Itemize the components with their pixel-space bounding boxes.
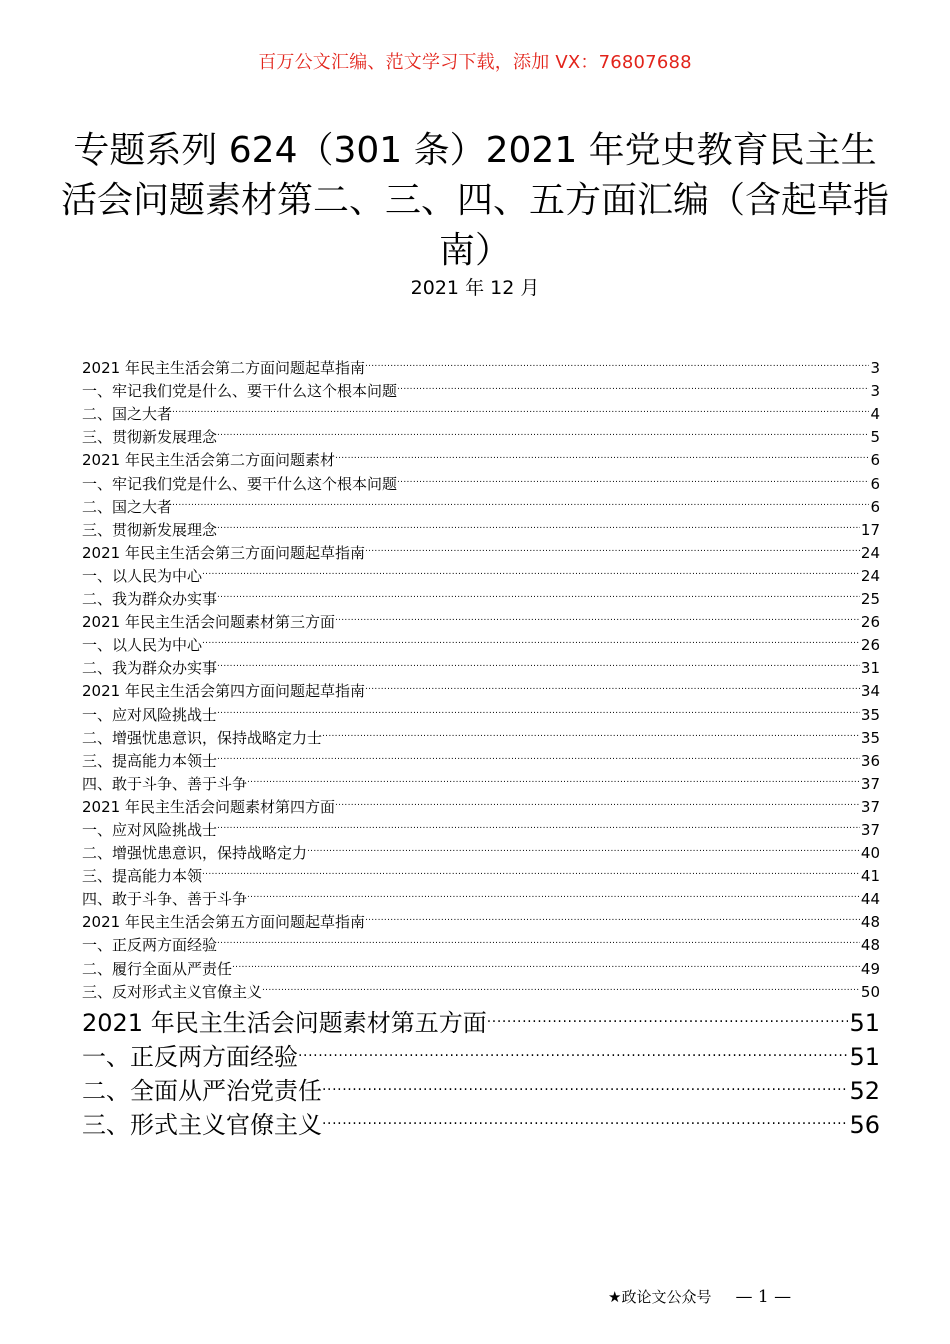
toc-entry-title: 三、反对形式主义官僚主义: [82, 982, 263, 1001]
toc-entry-title: 一、正反两方面经验: [82, 936, 218, 955]
toc-entry[interactable]: [82, 419, 880, 447]
toc-entry-title: 二、我为群众办实事: [82, 590, 218, 609]
toc-entry-page: 56: [849, 1110, 880, 1139]
toc-entry[interactable]: [82, 512, 880, 539]
document-date: 2021 年 12 月: [410, 277, 540, 299]
toc-leader-dots: [335, 604, 860, 627]
toc-leader-dots: [217, 419, 869, 442]
toc-leader-dots: [217, 927, 860, 950]
toc-leader-dots: [322, 720, 860, 743]
toc-entry-title: 三、形式主义官僚主义: [82, 1110, 322, 1139]
toc-list: [82, 350, 880, 1001]
toc-leader-dots: [217, 743, 860, 766]
toc-entry-page: 26: [860, 613, 880, 632]
toc-leader-dots: [217, 812, 860, 835]
toc-entry-page: 37: [860, 797, 880, 816]
toc-entry-title: 一、以人民为中心: [82, 636, 203, 655]
toc-entry-page: 26: [860, 636, 880, 655]
toc-leader-dots: [217, 512, 860, 535]
toc-major-list: [82, 997, 880, 1139]
toc-leader-dots: [172, 396, 869, 419]
footer-page-number: — 1 —: [735, 1286, 792, 1307]
toc-leader-dots: [397, 373, 869, 396]
table-of-contents: [82, 350, 880, 1139]
toc-entry-page: 44: [860, 890, 880, 909]
toc-entry-title: 二、国之大者: [82, 405, 173, 424]
toc-leader-dots: [365, 535, 860, 558]
toc-entry[interactable]: [82, 350, 880, 378]
toc-entry[interactable]: [82, 627, 880, 655]
toc-leader-dots: [298, 1031, 848, 1065]
toc-leader-dots: [217, 581, 860, 604]
toc-leader-dots: [217, 650, 860, 673]
toc-entry-page: 35: [860, 705, 880, 724]
toc-leader-dots: [247, 766, 860, 789]
toc-entry-page: 37: [860, 774, 880, 793]
toc-leader-dots: [247, 881, 860, 904]
toc-entry-page: 6: [870, 474, 880, 493]
toc-entry-page: 35: [860, 728, 880, 747]
toc-entry-page: 49: [860, 959, 880, 978]
toc-entry-title: 2021 年民主生活会第三方面问题起草指南: [82, 543, 365, 562]
toc-entry-title: 一、牢记我们党是什么、要干什么这个根本问题: [82, 382, 398, 401]
page-footer: [608, 1286, 791, 1307]
toc-entry-page: 34: [860, 682, 880, 701]
toc-entry-page: 36: [860, 751, 880, 770]
toc-leader-dots: [202, 558, 860, 581]
toc-entry-title: 2021 年民主生活会问题素材第五方面: [82, 1008, 487, 1037]
toc-leader-dots: [365, 904, 860, 927]
toc-entry-title: 一、以人民为中心: [82, 566, 203, 585]
toc-entry-title: 2021 年民主生活会第二方面问题起草指南: [82, 359, 365, 378]
toc-entry-title: 二、履行全面从严责任: [82, 959, 233, 978]
toc-entry-title: 一、正反两方面经验: [82, 1042, 298, 1071]
toc-entry-title: 2021 年民主生活会问题素材第四方面: [82, 797, 335, 816]
toc-entry-page: 3: [870, 359, 880, 378]
toc-entry-page: 4: [870, 405, 880, 424]
toc-entry-title: 二、国之大者: [82, 497, 173, 516]
toc-leader-dots: [202, 627, 860, 650]
toc-leader-dots: [335, 442, 870, 465]
toc-entry-page: 37: [860, 820, 880, 839]
toc-entry[interactable]: [82, 558, 880, 585]
toc-entry-page: 6: [870, 497, 880, 516]
toc-entry-title: 二、增强忧患意识，保持战略定力: [82, 844, 308, 863]
toc-leader-dots: [307, 835, 860, 858]
toc-entry-title: 三、贯彻新发展理念: [82, 520, 218, 539]
toc-entry-page: 52: [849, 1076, 880, 1105]
toc-entry-title: 2021 年民主生活会第四方面问题起草指南: [82, 682, 365, 701]
toc-entry-page: 25: [860, 590, 880, 609]
toc-entry[interactable]: [82, 396, 880, 424]
toc-leader-dots: [335, 789, 860, 812]
toc-entry-title: 2021 年民主生活会问题素材第三方面: [82, 613, 335, 632]
footer-source: ★政论文公众号: [608, 1288, 712, 1306]
toc-entry[interactable]: [82, 858, 880, 886]
toc-entry-page: 24: [860, 566, 880, 585]
toc-entry-title: 四、敢于斗争、善于斗争: [82, 774, 248, 793]
toc-leader-dots: [262, 974, 860, 997]
toc-entry-title: 二、增强忧患意识，保持战略定力士: [82, 728, 323, 747]
document-title: 专题系列 624（301 条）2021 年党史教育民主生活会问题素材第二、三、四、五方面汇编（含起草指南）: [60, 130, 889, 271]
toc-entry-title: 一、应对风险挑战士: [82, 705, 218, 724]
toc-leader-dots: [202, 858, 860, 881]
toc-leader-dots: [217, 696, 860, 719]
toc-leader-dots: [232, 950, 860, 973]
toc-entry-page: 48: [860, 913, 880, 932]
toc-entry-title: 2021 年民主生活会第二方面问题素材: [82, 451, 335, 470]
toc-entry-page: 3: [870, 382, 880, 401]
toc-entry-title: 三、提高能力本领: [82, 867, 203, 886]
toc-entry-title: 四、敢于斗争、善于斗争: [82, 890, 248, 909]
toc-entry-page: 5: [870, 428, 880, 447]
toc-entry-page: 51: [849, 1008, 880, 1037]
toc-leader-dots: [322, 1065, 848, 1099]
toc-entry-page: 50: [860, 982, 880, 1001]
toc-entry-page: 6: [870, 451, 880, 470]
toc-entry-page: 31: [860, 659, 880, 678]
toc-entry-page: 48: [860, 936, 880, 955]
toc-entry-title: 三、贯彻新发展理念: [82, 428, 218, 447]
toc-entry-page: 41: [860, 867, 880, 886]
toc-entry-title: 2021 年民主生活会第五方面问题起草指南: [82, 913, 365, 932]
toc-leader-dots: [365, 350, 870, 373]
toc-entry-title: 一、应对风险挑战士: [82, 820, 218, 839]
toc-leader-dots: [397, 465, 869, 488]
toc-entry-title: 一、牢记我们党是什么、要干什么这个根本问题: [82, 474, 398, 493]
toc-entry-page: 40: [860, 844, 880, 863]
toc-entry-page: 51: [849, 1042, 880, 1071]
toc-leader-dots: [365, 673, 860, 696]
toc-leader-dots: [322, 1099, 848, 1133]
toc-leader-dots: [487, 997, 849, 1031]
toc-entry-title: 二、我为群众办实事: [82, 659, 218, 678]
header-banner: 百万公文汇编、范文学习下载，添加 VX：76807688: [258, 52, 692, 73]
toc-entry-title: 三、提高能力本领士: [82, 751, 218, 770]
toc-entry[interactable]: [82, 489, 880, 516]
toc-leader-dots: [172, 489, 869, 512]
toc-entry-title: 二、全面从严治党责任: [82, 1076, 322, 1105]
toc-entry-page: 24: [860, 543, 880, 562]
toc-entry-page: 17: [860, 520, 880, 539]
